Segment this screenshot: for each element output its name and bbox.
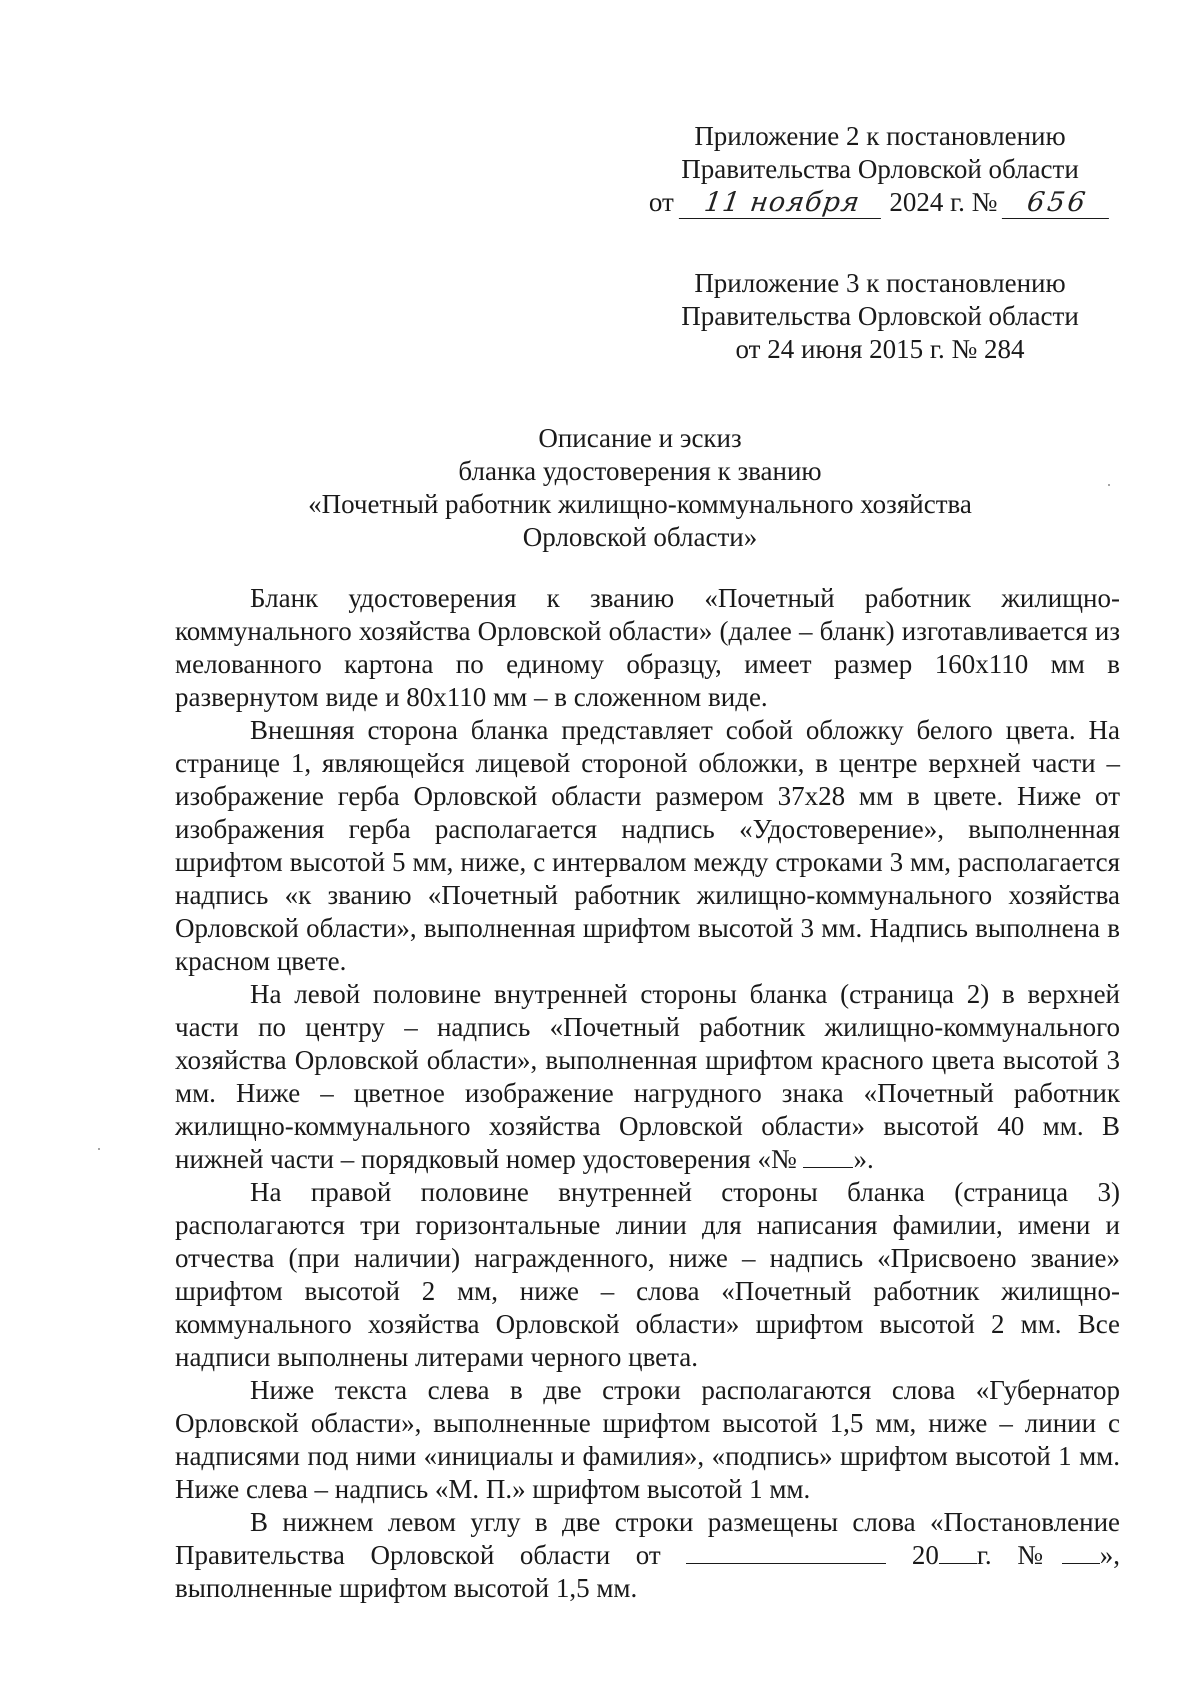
paragraph: Бланк удостоверения к званию «Почетный работник жилищно-коммунального хозяйства Орловской области» (далее – бланк) изготавливается из мелованного картона по единому образцу, имеет размер 160x110 мм в развернутом виде и 80x110 мм – в сложенном виде.	[175, 583, 1120, 712]
year-blank-line	[939, 1541, 977, 1564]
title-line: Описание и эскиз	[538, 423, 742, 453]
handwritten-date: 11 ноября	[678, 188, 884, 219]
paragraph	[175, 1506, 1120, 1605]
government-line: Правительства Орловской области	[681, 154, 1079, 184]
appendix-header-original	[640, 267, 1120, 366]
government-line: Правительства Орловской области	[681, 301, 1079, 331]
appendix-header-current	[640, 120, 1120, 219]
document-body	[175, 582, 1120, 1605]
number-blank-line	[803, 1145, 853, 1168]
paragraph: Ниже текста слева в две строки располагаются слова «Губернатор Орловской области», выполненные шрифтом высотой 1,5 мм, ниже – линии с надписями под ними «инициалы и фамилия», «подпись» шрифтом высотой 1 мм. Ниже слева – надпись «М. П.» шрифтом высотой 1 мм.	[175, 1375, 1120, 1504]
appendix-line: Приложение 2 к постановлению	[694, 121, 1066, 151]
title-line: Орловской области»	[522, 522, 758, 552]
paragraph: На правой половине внутренней стороны бланка (страница 3) располагаются три горизонтальные линии для написания фамилии, имени и отчества (при наличии) награжденного, ниже – надпись «Присвоено звание» шрифтом высотой 2 мм, ниже – слова «Почетный работник жилищно-коммунального хозяйства Орловской области» шрифтом высотой 2 мм. Все надписи выполнены литерами черного цвета.	[175, 1177, 1120, 1372]
paragraph-text: В нижнем левом углу в две строки размещены слова «Постановление Правительства Орловской области от	[175, 1507, 1120, 1570]
paragraph	[175, 978, 1120, 1176]
title-line: бланка удостоверения к званию	[458, 456, 822, 486]
date-blank-line	[686, 1541, 886, 1564]
decree-date-line: от 24 июня 2015 г. № 284	[735, 334, 1025, 364]
document-title	[160, 422, 1120, 554]
paragraph-text: выполненные шрифтом высотой 1,5 мм.	[175, 1573, 638, 1603]
paragraph-text: г. №	[976, 1540, 1062, 1570]
paragraph-text: ».	[853, 1144, 874, 1174]
handwritten-number: 656	[1002, 188, 1113, 219]
scan-artifact	[98, 1148, 100, 1150]
title-line: «Почетный работник жилищно-коммунального хозяйства	[308, 489, 972, 519]
decree-date-line	[640, 186, 1120, 219]
appendix-line: Приложение 3 к постановлению	[694, 268, 1066, 298]
paragraph-text: »,	[1099, 1540, 1121, 1570]
paragraph: Внешняя сторона бланка представляет собой обложку белого цвета. На странице 1, являющейся лицевой стороной обложки, в центре верхней части – изображение герба Орловской области размером 37x28 мм в цвете. Ниже от изображения герба располагается надпись «Удостоверение», выполненная шрифтом высотой 5 мм, ниже, с интервалом между строками 3 мм, располагается надпись «к званию «Почетный работник жилищно-коммунального хозяйства Орловской области», выполненная шрифтом высотой 3 мм. Надпись выполнена в красном цвете.	[175, 715, 1120, 976]
paragraph-text: На левой половине внутренней стороны бланка (страница 2) в верхней части по центру – надпись «Почетный работник жилищно-коммунального хозяйства Орловской области», выполненная шрифтом красного цвета высотой 3 мм. Ниже – цветное изображение нагрудного знака «Почетный работник жилищно-коммунального хозяйства Орловской области» высотой 40 мм. В нижней части – порядковый номер удостоверения «№	[175, 979, 1120, 1174]
paragraph-text: 20	[911, 1540, 939, 1570]
date-prefix: от	[648, 187, 674, 217]
date-year: 2024 г. №	[889, 187, 998, 217]
number-blank-line	[1062, 1541, 1100, 1564]
scan-artifact	[1108, 484, 1110, 486]
